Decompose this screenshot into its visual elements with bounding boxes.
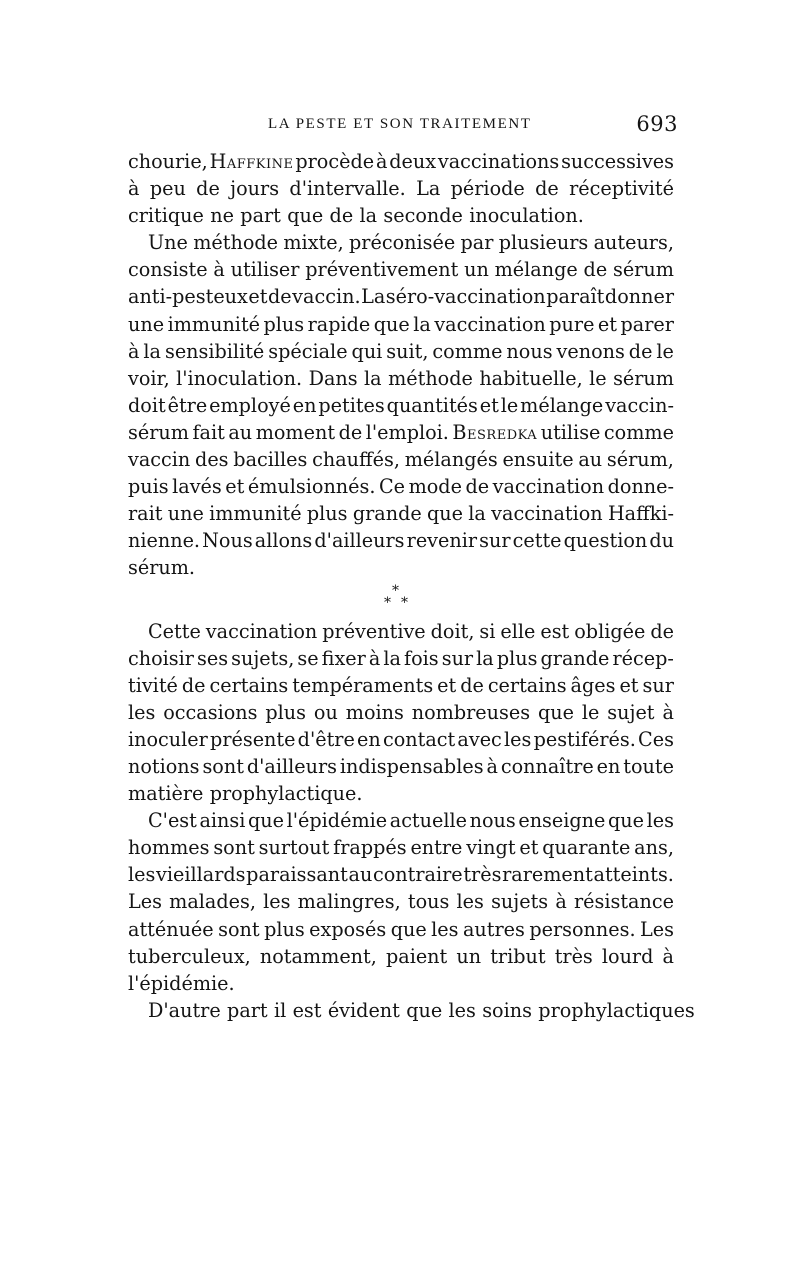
- text-line: sérum fait au moment de l'emploi. Besredka utilise comme: [128, 420, 674, 444]
- text-line: consiste à utiliser préventivement un mélange de sérum: [128, 258, 674, 282]
- text-line: les vieillards paraissant au contraire très rarement atteints.: [128, 863, 674, 887]
- text-line: les occasions plus ou moins nombreuses que le sujet à: [128, 700, 674, 724]
- text-line: tuberculeux, notamment, paient un tribut très lourd à: [128, 944, 674, 968]
- paragraph: [128, 807, 674, 997]
- text-line: notions sont d'ailleurs indispensables à connaître en toute: [128, 754, 674, 778]
- asterism-divider: [128, 582, 674, 618]
- asterism-star: *: [401, 594, 408, 611]
- text-line: tivité de certains tempéraments et de certains âges et sur: [128, 673, 674, 697]
- text-line: D'autre part il est évident que les soins prophylactiques: [148, 998, 695, 1022]
- text-line: puis lavés et émulsionnés. Ce mode de vaccination donne-: [128, 475, 674, 499]
- text-line: vaccin des bacilles chauffés, mélangés ensuite au sérum,: [128, 448, 674, 472]
- asterism-star: *: [392, 582, 399, 599]
- paragraph: [128, 148, 674, 229]
- text-line: à la sensibilité spéciale qui suit, comme nous venons de le: [128, 339, 674, 363]
- text-line: chourie, Haffkine procède à deux vaccinations successives: [128, 150, 674, 173]
- text-line: atténuée sont plus exposés que les autres personnes. Les: [128, 917, 674, 941]
- text-line: critique ne part que de la seconde inoculation.: [128, 204, 584, 228]
- text-line: C'est ainsi que l'épidémie actuelle nous enseigne que les: [148, 809, 674, 833]
- asterism-star: *: [384, 594, 391, 611]
- text-line: anti-pesteux et de vaccin. La séro-vaccination paraît donner: [128, 285, 674, 309]
- body-text: [128, 148, 695, 1024]
- text-line: à peu de jours d'intervalle. La période de réceptivité: [128, 177, 674, 201]
- text-line: matière prophylactique.: [128, 782, 363, 806]
- text-line: rait une immunité plus grande que la vaccination Haffki-: [128, 502, 674, 526]
- text-line: nienne. Nous allons d'ailleurs revenir sur cette question du: [128, 529, 674, 553]
- text-line: choisir ses sujets, se fixer à la fois sur la plus grande récep-: [128, 646, 674, 670]
- text-line: sérum.: [128, 556, 196, 580]
- paragraph: [128, 229, 674, 581]
- text-line: l'épidémie.: [128, 971, 235, 995]
- text-line: Les malades, les malingres, tous les sujets à résistance: [128, 890, 674, 914]
- text-line: voir, l'inoculation. Dans la méthode habituelle, le sérum: [128, 366, 674, 390]
- text-line: une immunité plus rapide que la vaccination pure et parer: [128, 312, 674, 336]
- running-header: [128, 112, 682, 142]
- text-line: doit être employé en petites quantités et le mélange vaccin-: [128, 393, 674, 417]
- text-line: Une méthode mixte, préconisée par plusieurs auteurs,: [148, 231, 674, 255]
- text-line: inoculer présente d'être en contact avec les pestiférés. Ces: [128, 727, 674, 751]
- text-line: hommes sont surtout frappés entre vingt et quarante ans,: [128, 836, 674, 860]
- paragraph: [128, 618, 674, 808]
- page-number: 693: [636, 112, 678, 136]
- paragraph: [128, 997, 695, 1024]
- running-title: LA PESTE ET SON TRAITEMENT: [268, 116, 532, 132]
- text-line: Cette vaccination préventive doit, si elle est obligée de: [148, 619, 674, 643]
